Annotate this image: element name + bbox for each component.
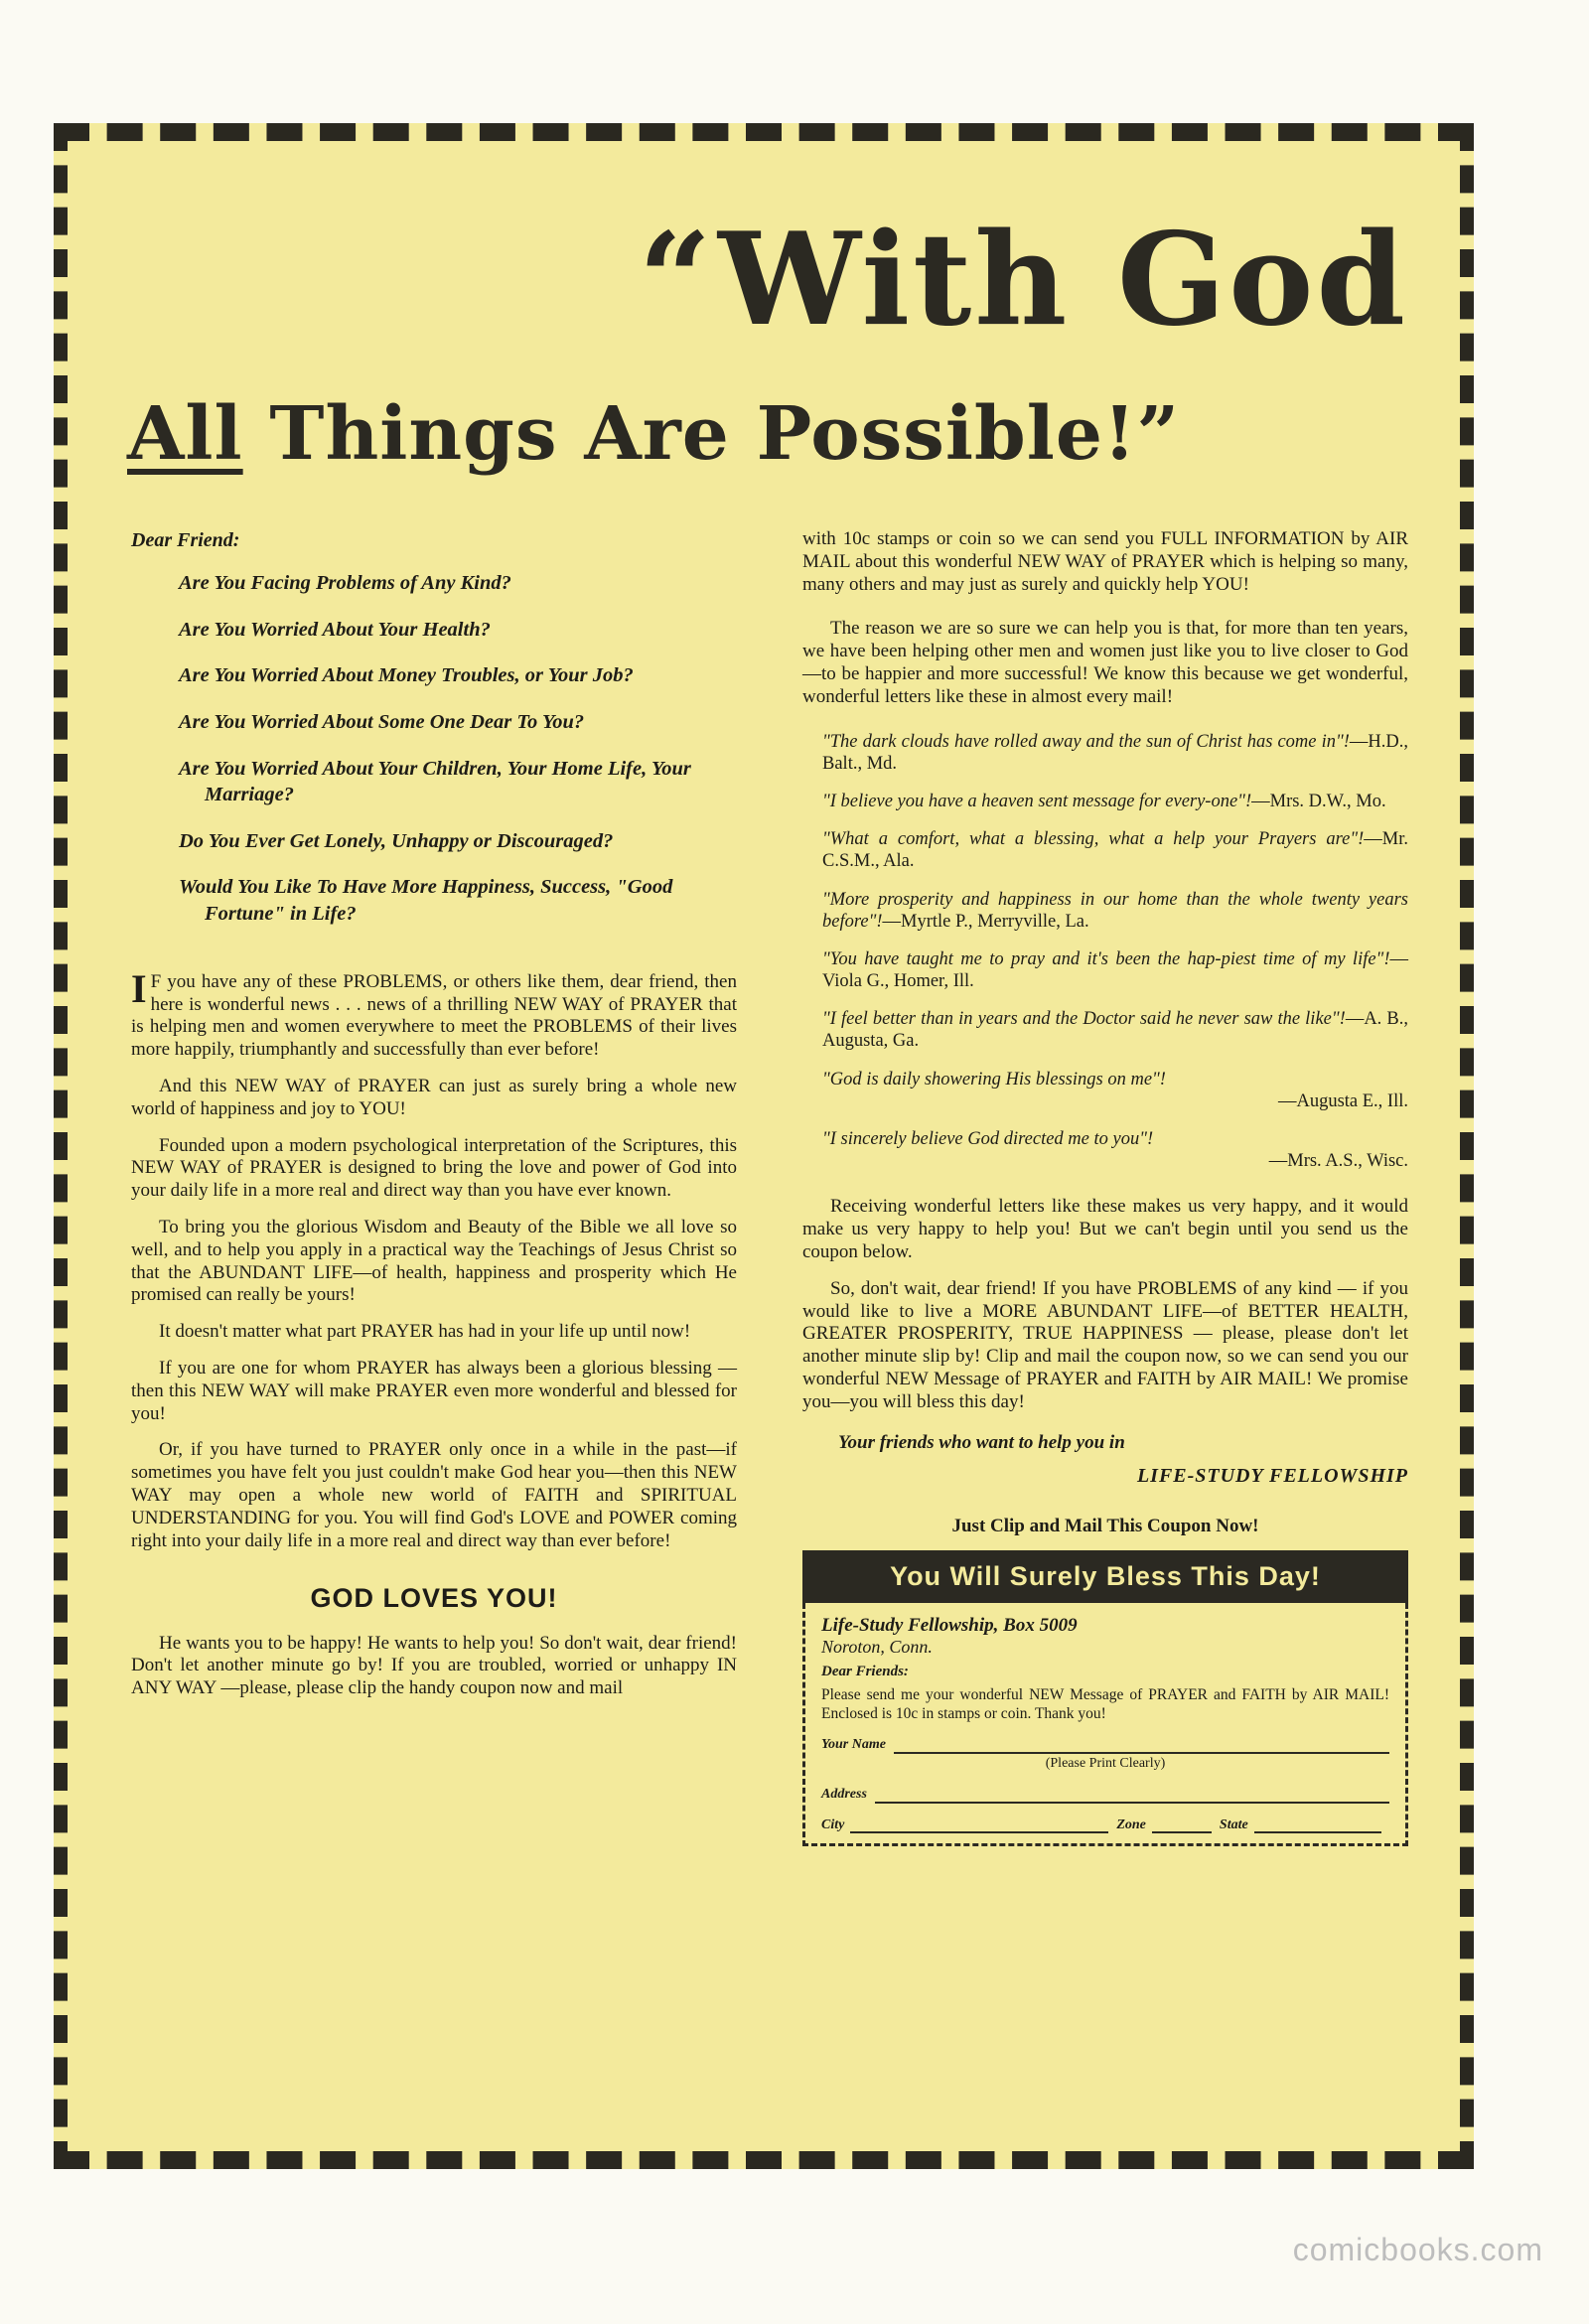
body-paragraph-2: And this NEW WAY of PRAYER can just as surely bring a whole new world of happiness and joy to YOU! xyxy=(131,1075,737,1119)
name-line[interactable] xyxy=(894,1738,1389,1754)
body-paragraph-4: To bring you the glorious Wisdom and Beauty of the Bible we all love so well, and to help you apply in a practical way the Teachings of Jesus Christ so that the ABUNDANT LIFE—of health, happiness and prosperity which He promised can really be yours! xyxy=(131,1216,737,1306)
zone-line[interactable] xyxy=(1152,1817,1212,1833)
testimonial: "More prosperity and happiness in our home than the whole twenty years before"!—Myrtle P., Merryville, La. xyxy=(822,889,1408,932)
right-paragraph-4: So, don't wait, dear friend! If you have PROBLEMS of any kind — if you would like to live a MORE ABUNDANT LIFE—of BETTER HEALTH, GREATER PROSPERITY, TRUE HAPPINESS — please, please don't let another minute slip by! Clip and mail the coupon now, so we can send you our wonderful NEW Message of PRAYER and FAITH by AIR MAIL! We promise you—you will bless this day! xyxy=(802,1277,1408,1412)
testimonial: "I believe you have a heaven sent message for every-one"!—Mrs. D.W., Mo. xyxy=(822,791,1386,811)
question-1: Are You Facing Problems of Any Kind? xyxy=(179,572,511,594)
body-paragraph-1: I F you have any of these PROBLEMS, or others like them, dear friend, then here is wonderful news . . . news of a thrilling NEW WAY of PRAYER that is helping men and women everywhere to meet the PROBLEMS of their lives more happily, triumphantly and successfully than ever before! xyxy=(131,965,737,1061)
state-line[interactable] xyxy=(1254,1817,1381,1833)
testimonial: "The dark clouds have rolled away and the sun of Christ has come in"!—H.D., Balt., Md. xyxy=(822,731,1408,774)
body-paragraph-8: He wants you to be happy! He wants to help you! So don't wait, dear friend! Don't let another minute go by! If you are troubled, worried or unhappy IN ANY WAY —please, please clip the handy coupon now and mail xyxy=(131,1632,737,1699)
question-6: Do You Ever Get Lonely, Unhappy or Discouraged? xyxy=(179,829,614,852)
headline-rest: Things Are Possible!” xyxy=(242,391,1181,477)
print-clearly-note: (Please Print Clearly) xyxy=(1045,1755,1166,1771)
body-paragraph-5: It doesn't matter what part PRAYER has had in your life up until now! xyxy=(159,1321,691,1343)
address-label: Address xyxy=(821,1786,867,1802)
testimonial: "You have taught me to pray and it's been the hap-piest time of my life"!—Viola G., Homer, Ill. xyxy=(822,948,1408,992)
signoff-organization: LIFE-STUDY FELLOWSHIP xyxy=(1136,1465,1408,1488)
question-2: Are You Worried About Your Health? xyxy=(179,618,491,641)
testimonial: "I feel better than in years and the Doctor said he never saw the like"!—A. B., Augusta, Ga. xyxy=(822,1009,1408,1052)
address-line[interactable] xyxy=(875,1788,1389,1804)
coupon-address-line2: Noroton, Conn. xyxy=(821,1637,933,1658)
coupon-body xyxy=(802,1603,1408,1847)
body-paragraph-6: If you are one for whom PRAYER has always been a glorious blessing — then this NEW WAY will make PRAYER even more wonderful and blessed for you! xyxy=(131,1357,737,1424)
right-paragraph-3: Receiving wonderful letters like these makes us very happy, and it would make us very happy to help you! But we can't begin until you send us the coupon below. xyxy=(802,1196,1408,1262)
testimonial: "What a comfort, what a blessing, what a help your Prayers are"!—Mr. C.S.M., Ala. xyxy=(822,829,1408,872)
subhead-god-loves-you: GOD LOVES YOU! xyxy=(310,1583,558,1614)
drop-cap: I xyxy=(131,965,147,1011)
question-5: Are You Worried About Your Children, Your Home Life, Your Marriage? xyxy=(179,757,691,806)
right-paragraph-1: with 10c stamps or coin so we can send you FULL INFORMATION by AIR MAIL about this wonderful NEW WAY of PRAYER which is helping so many, many others and may just as surely and quickly help YOU! xyxy=(802,528,1408,595)
headline-line1: “With God xyxy=(638,206,1408,355)
question-7: Would You Like To Have More Happiness, Success, "Good Fortune" in Life? xyxy=(179,876,673,926)
greeting: Dear Friend: xyxy=(131,529,240,551)
city-line[interactable] xyxy=(850,1817,1108,1833)
zone-label: Zone xyxy=(1116,1816,1146,1832)
signoff-line: Your friends who want to help you in xyxy=(838,1431,1125,1453)
clip-instruction: Just Clip and Mail This Coupon Now! xyxy=(951,1516,1259,1537)
testimonial: "God is daily showering His blessings on me"! —Augusta E., Ill. xyxy=(822,1069,1408,1111)
testimonial: "I sincerely believe God directed me to you"! —Mrs. A.S., Wisc. xyxy=(822,1129,1408,1172)
watermark: comicbooks.com xyxy=(1292,2232,1543,2267)
left-column xyxy=(131,528,737,1714)
headline-underlined-word: All xyxy=(127,391,243,477)
coupon-salutation: Dear Friends: xyxy=(821,1663,909,1679)
body-paragraph-3: Founded upon a modern psychological interpretation of the Scriptures, this NEW WAY of PRAYER is designed to bring the love and power of God into your daily life in a more real and direct way than you have ever known. xyxy=(131,1134,737,1202)
question-4: Are You Worried About Some One Dear To You? xyxy=(179,710,585,733)
coupon-message: Please send me your wonderful NEW Message of PRAYER and FAITH by AIR MAIL! Enclosed is 10c in stamps or coin. Thank you! xyxy=(821,1685,1389,1722)
coupon-address-field[interactable] xyxy=(821,1787,1389,1804)
coupon-name-field[interactable] xyxy=(821,1737,1389,1754)
city-label: City xyxy=(821,1816,845,1832)
right-paragraph-2: The reason we are so sure we can help you is that, for more than ten years, we have been helping other men and women just like you to live closer to God—to be happier and more successful! We know this because we get wonderful, wonderful letters like these in almost every mail! xyxy=(802,618,1408,707)
coupon-city-row[interactable] xyxy=(821,1817,1389,1834)
coupon-address-line1: Life-Study Fellowship, Box 5009 xyxy=(821,1614,1078,1636)
coupon-banner: You Will Surely Bless This Day! xyxy=(802,1550,1408,1602)
name-label: Your Name xyxy=(821,1737,886,1753)
advertisement-page xyxy=(54,123,1474,2169)
headline-line2 xyxy=(127,391,1448,477)
body-paragraph-7: Or, if you have turned to PRAYER only once in a while in the past—if sometimes you have felt you just couldn't make God hear you—then this NEW WAY may open a whole new world of FAITH and SPIRITUAL UNDERSTANDING for you. You will find God's LOVE and POWER coming right into your daily life in a more real and direct way than ever before! xyxy=(131,1439,737,1551)
question-3: Are You Worried About Money Troubles, or Your Job? xyxy=(179,664,634,687)
state-label: State xyxy=(1219,1816,1248,1832)
coupon[interactable] xyxy=(802,1550,1408,1846)
right-column xyxy=(802,528,1408,1846)
